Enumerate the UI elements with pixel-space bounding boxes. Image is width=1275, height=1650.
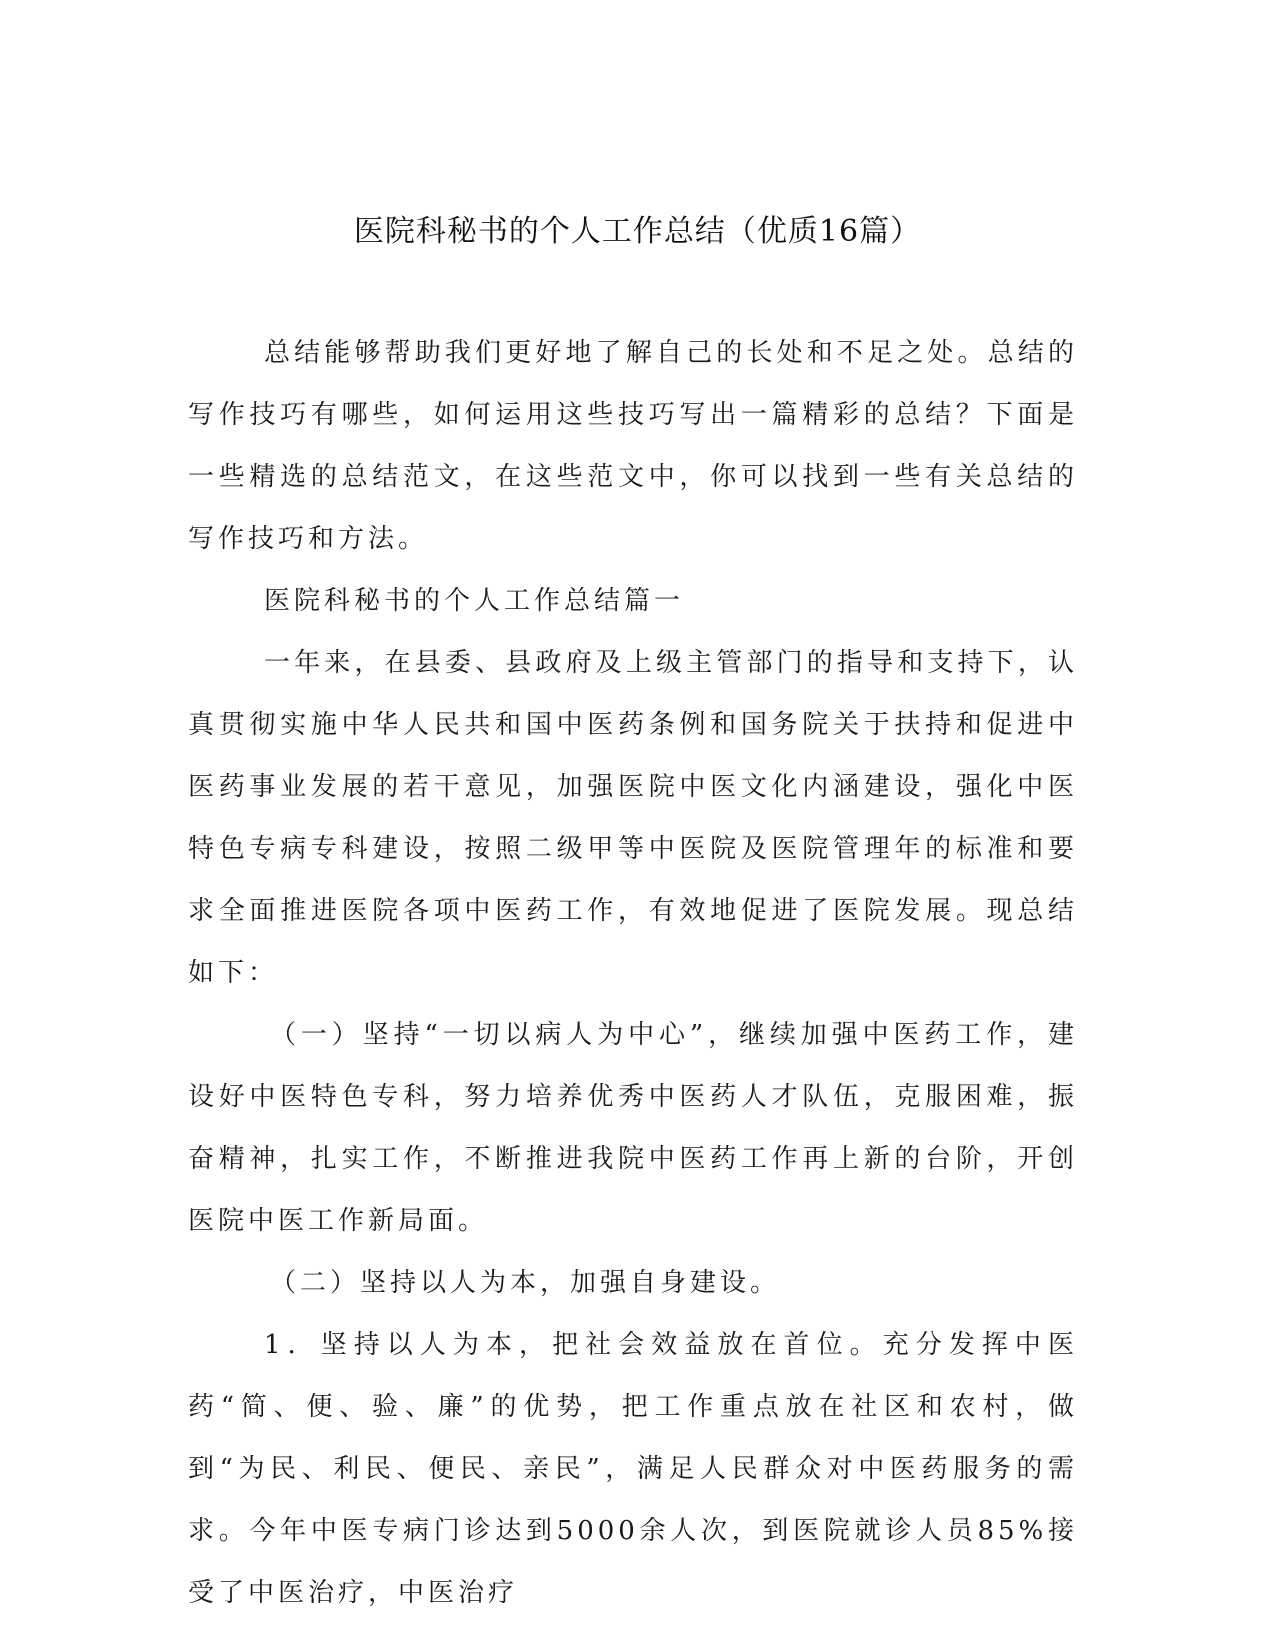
- document-title: 医院科秘书的个人工作总结（优质16篇）: [353, 214, 922, 249]
- body-paragraph: （二）坚持以人为本，加强自身建设。: [270, 1268, 781, 1298]
- section-heading: 医院科秘书的个人工作总结篇一: [264, 586, 685, 616]
- document-body: [188, 322, 1078, 1624]
- intro-paragraph: 总结能够帮助我们更好地了解自己的长处和不足之处。总结的写作技巧有哪些，如何运用这些技巧写出一篇精彩的总结？下面是一些精选的总结范文，在这些范文中，你可以找到一些有关总结的写作技巧和方法。: [188, 338, 1078, 554]
- body-paragraph: 1．坚持以人为本，把社会效益放在首位。充分发挥中医药“简、便、验、廉”的优势，把工作重点放在社区和农村，做到“为民、利民、便民、亲民”，满足人民群众对中医药服务的需求。今年中医专病门诊达到5000余人次，到医院就诊人员85%接受了中医治疗，中医治疗: [188, 1330, 1078, 1608]
- body-paragraph: （一）坚持“一切以病人为中心”，继续加强中医药工作，建设好中医特色专科，努力培养优秀中医药人才队伍，克服困难，振奋精神，扎实工作，不断推进我院中医药工作再上新的台阶，开创医院中医工作新局面。: [188, 1020, 1078, 1236]
- body-paragraph: 一年来，在县委、县政府及上级主管部门的指导和支持下，认真贯彻实施中华人民共和国中医药条例和国务院关于扶持和促进中医药事业发展的若干意见，加强医院中医文化内涵建设，强化中医特色专病专科建设，按照二级甲等中医院及医院管理年的标准和要求全面推进医院各项中医药工作，有效地促进了医院发展。现总结如下：: [188, 648, 1078, 988]
